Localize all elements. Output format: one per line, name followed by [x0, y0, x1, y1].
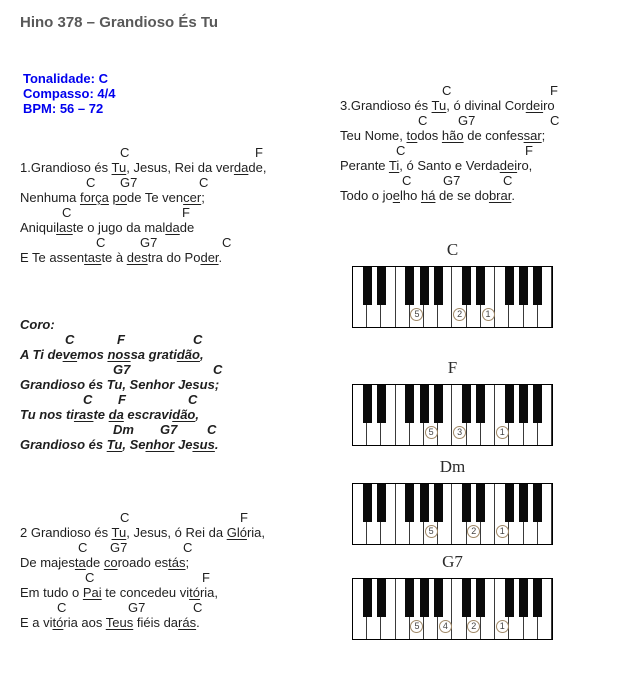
black-key — [505, 579, 514, 617]
chord-C: C — [85, 570, 95, 585]
chord-diagram-label: C — [446, 240, 459, 259]
chord-G7: G7 — [120, 175, 138, 190]
chord-line — [20, 205, 266, 220]
black-key — [434, 267, 443, 305]
finger-2-circle-D: 2 — [467, 620, 480, 633]
chord-G7: G7 — [110, 540, 128, 555]
chord-C: C — [418, 113, 428, 128]
lyric-line: 2 Grandioso és Tu, Jesus, ó Rei da Glória, — [20, 525, 265, 540]
chord-line — [20, 145, 266, 160]
black-key — [462, 267, 471, 305]
finger-4-circle-B: 4 — [439, 620, 452, 633]
black-key — [476, 579, 485, 617]
chorus-lines — [20, 332, 223, 452]
chord-diagram-label: F — [447, 358, 458, 377]
chord-line — [20, 332, 219, 347]
song-meta — [23, 71, 115, 116]
chord-C: C — [96, 235, 106, 250]
black-key — [405, 484, 414, 522]
black-key — [533, 385, 542, 423]
chord-C: C — [213, 362, 223, 377]
lyric-line: A Ti devemos nossa gratidão, — [20, 347, 204, 362]
black-key — [363, 579, 372, 617]
chorus — [20, 317, 223, 452]
black-key — [505, 484, 514, 522]
black-key — [363, 267, 372, 305]
chord-C: C — [183, 540, 193, 555]
chord-line — [20, 600, 265, 615]
chord-C: C — [550, 113, 560, 128]
piano-keyboard — [352, 483, 553, 545]
chord-G7: G7 — [160, 422, 178, 437]
chord-F: F — [117, 332, 125, 347]
finger-5-circle-G: 5 — [410, 308, 423, 321]
page-title: Hino 378 – Grandioso És Tu — [20, 14, 219, 31]
lyric-line: E Te assentaste à destra do Poder. — [20, 250, 223, 265]
chord-G7: G7 — [128, 600, 146, 615]
chord-F: F — [182, 205, 190, 220]
chord-F: F — [525, 143, 533, 158]
piano-keyboard — [352, 578, 553, 640]
black-key — [420, 484, 429, 522]
chord-diagram-G7 — [352, 552, 553, 640]
black-key — [476, 267, 485, 305]
chorus-label: Coro: — [20, 317, 55, 332]
black-key — [476, 484, 485, 522]
chord-line — [20, 362, 223, 377]
black-key — [476, 385, 485, 423]
meta-compasso: Compasso: 4/4 — [23, 86, 116, 101]
chord-C: C — [402, 173, 412, 188]
chord-C: C — [442, 83, 452, 98]
black-key — [420, 267, 429, 305]
lyric-line: Grandioso és Tu, Senhor Jesus. — [20, 437, 219, 452]
lyric-line: Teu Nome, todos hão de confessar; — [340, 128, 546, 143]
chord-C: C — [503, 173, 513, 188]
black-key — [363, 484, 372, 522]
chord-G7: G7 — [140, 235, 158, 250]
black-key — [533, 579, 542, 617]
chord-F: F — [118, 392, 126, 407]
chord-line — [340, 173, 555, 188]
chord-C: C — [57, 600, 67, 615]
black-key — [505, 385, 514, 423]
black-key — [434, 385, 443, 423]
verse-2 — [20, 510, 265, 630]
black-key — [519, 579, 528, 617]
meta-bpm: BPM: 56 – 72 — [23, 101, 104, 116]
finger-2-circle-D: 2 — [467, 525, 480, 538]
black-key — [377, 385, 386, 423]
black-key — [405, 385, 414, 423]
chord-C: C — [86, 175, 96, 190]
finger-1-circle-F: 1 — [496, 426, 509, 439]
chord-C: C — [199, 175, 209, 190]
chord-C: C — [396, 143, 406, 158]
chord-diagram-label: G7 — [442, 552, 463, 571]
lyric-line: De majestade coroado estás; — [20, 555, 190, 570]
chord-C: C — [78, 540, 88, 555]
chord-line — [20, 235, 266, 250]
verse-1 — [20, 145, 266, 265]
chord-C: C — [120, 145, 130, 160]
chord-G7: G7 — [458, 113, 476, 128]
black-key — [420, 385, 429, 423]
chord-F: F — [240, 510, 248, 525]
chord-diagram-label: Dm — [439, 457, 466, 476]
chord-line — [20, 570, 265, 585]
chord-C: C — [188, 392, 198, 407]
chord-line — [20, 392, 219, 407]
finger-5-circle-A: 5 — [425, 426, 438, 439]
chord-C: C — [65, 332, 75, 347]
black-key — [519, 385, 528, 423]
meta-tonalidade: Tonalidade: C — [23, 71, 108, 86]
chord-F: F — [550, 83, 558, 98]
black-key — [505, 267, 514, 305]
lyric-line: Nenhuma força pode Te vencer; — [20, 190, 205, 205]
chord-G7: G7 — [113, 362, 131, 377]
black-key — [377, 579, 386, 617]
black-key — [519, 484, 528, 522]
chord-C: C — [62, 205, 72, 220]
lyric-line: Perante Ti, ó Santo e Verdadeiro, — [340, 158, 533, 173]
verse-3 — [340, 83, 560, 203]
chord-diagram-F — [352, 358, 553, 446]
lyric-line: 3.Grandioso és Tu, ó divinal Cordeiro — [340, 98, 555, 113]
finger-5-circle-G: 5 — [410, 620, 423, 633]
black-key — [434, 579, 443, 617]
chord-line — [20, 422, 219, 437]
black-key — [519, 267, 528, 305]
chord-line — [20, 510, 265, 525]
chord-diagram-Dm — [352, 457, 553, 545]
finger-2-circle-C: 2 — [453, 308, 466, 321]
black-key — [434, 484, 443, 522]
finger-1-circle-F: 1 — [496, 525, 509, 538]
lyric-line: 1.Grandioso és Tu, Jesus, Rei da verdade, — [20, 160, 267, 175]
finger-3-circle-C: 3 — [453, 426, 466, 439]
lyric-line: Todo o joelho há de se dobrar. — [340, 188, 515, 203]
black-key — [377, 267, 386, 305]
chord-C: C — [193, 600, 203, 615]
chord-line — [340, 113, 560, 128]
black-key — [405, 579, 414, 617]
lyric-line: Em tudo o Pai te concedeu vitória, — [20, 585, 219, 600]
black-key — [363, 385, 372, 423]
piano-keyboard — [352, 266, 553, 328]
black-key — [462, 484, 471, 522]
lyric-line: Tu nos tiraste da escravidão, — [20, 407, 199, 422]
chord-C: C — [222, 235, 232, 250]
chord-line — [340, 83, 558, 98]
black-key — [462, 385, 471, 423]
chord-F: F — [202, 570, 210, 585]
black-key — [377, 484, 386, 522]
black-key — [533, 267, 542, 305]
black-key — [533, 484, 542, 522]
chord-Dm: Dm — [113, 422, 134, 437]
lyric-line: Aniquilaste o jugo da maldade — [20, 220, 195, 235]
chord-C: C — [83, 392, 93, 407]
lyric-line: Grandioso és Tu, Senhor Jesus; — [20, 377, 220, 392]
chord-line — [20, 175, 266, 190]
black-key — [462, 579, 471, 617]
piano-keyboard — [352, 384, 553, 446]
chord-C: C — [207, 422, 217, 437]
chord-G7: G7 — [443, 173, 461, 188]
lyric-line: E a vitória aos Teus fiéis darás. — [20, 615, 200, 630]
chord-C: C — [193, 332, 203, 347]
finger-1-circle-F: 1 — [496, 620, 509, 633]
finger-5-circle-A: 5 — [425, 525, 438, 538]
black-key — [405, 267, 414, 305]
black-key — [420, 579, 429, 617]
chord-diagram-C — [352, 240, 553, 328]
chord-F: F — [255, 145, 263, 160]
chord-C: C — [120, 510, 130, 525]
finger-1-circle-E: 1 — [482, 308, 495, 321]
chord-line — [340, 143, 555, 158]
chord-line — [20, 540, 265, 555]
